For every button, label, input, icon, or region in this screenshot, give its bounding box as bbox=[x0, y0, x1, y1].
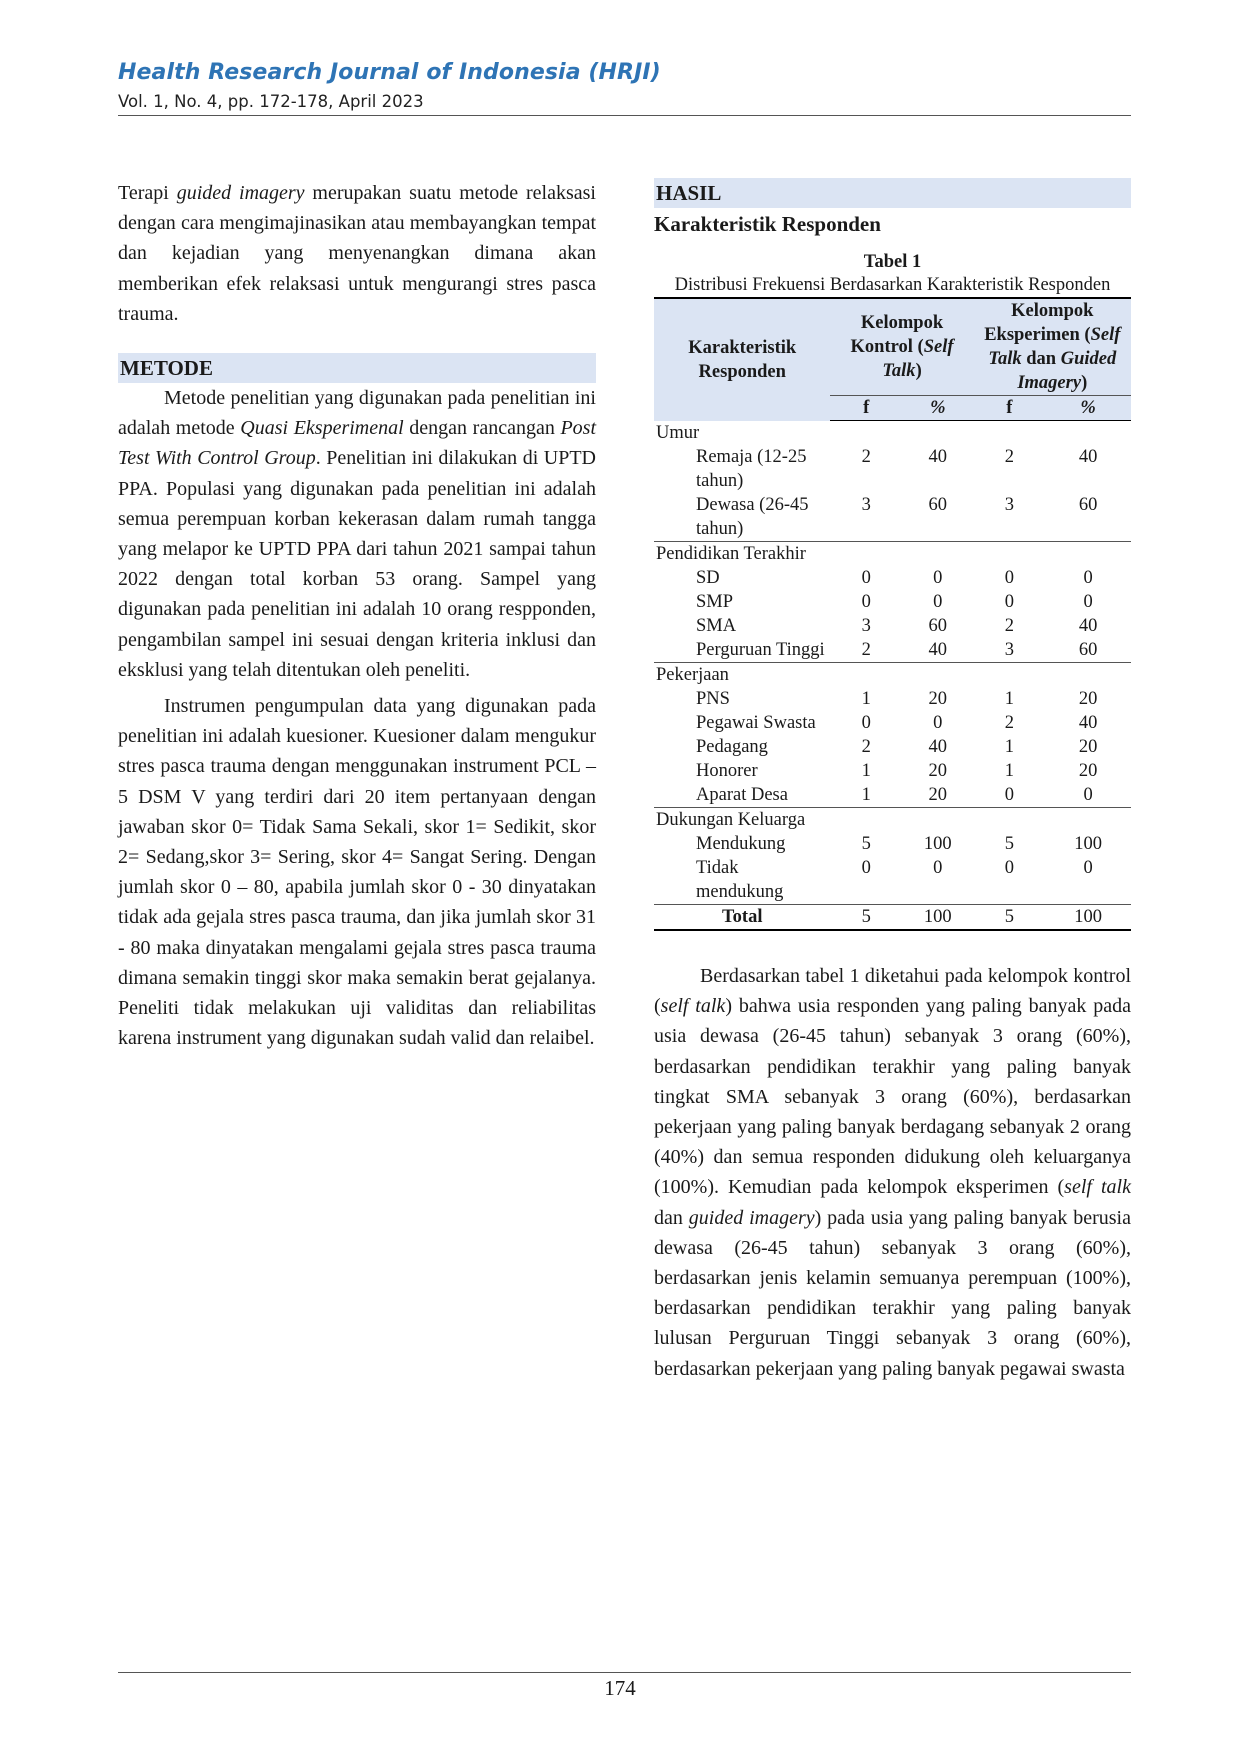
header-kontrol: Kelompok Kontrol (Self Talk) bbox=[830, 298, 973, 396]
header-pct: % bbox=[902, 396, 974, 421]
metode-heading: METODE bbox=[118, 353, 596, 383]
row-value: 0 bbox=[933, 592, 943, 612]
page-number: 174 bbox=[604, 1676, 636, 1700]
row-value: 1 bbox=[861, 761, 871, 781]
row-value: 0 bbox=[1045, 783, 1131, 808]
row-value: 0 bbox=[861, 713, 871, 733]
row-value: 0 bbox=[1083, 592, 1093, 612]
row-value: 1 bbox=[1004, 737, 1014, 757]
row-label: Remaja (12-25 tahun) bbox=[696, 447, 807, 491]
header-divider bbox=[118, 115, 1131, 116]
row-value: 0 bbox=[1004, 568, 1014, 588]
header-karakteristik: Karakteristik Responden bbox=[654, 298, 830, 421]
hasil-heading: HASIL bbox=[654, 178, 1131, 208]
row-value: 20 bbox=[928, 689, 948, 709]
row-value: 3 bbox=[861, 616, 871, 636]
row-value: 20 bbox=[1078, 737, 1098, 757]
footer-divider bbox=[118, 1672, 1131, 1673]
row-value: 0 bbox=[1083, 568, 1093, 588]
row-value: 20 bbox=[1078, 761, 1098, 781]
row-value: 3 bbox=[974, 638, 1046, 663]
journal-volume: Vol. 1, No. 4, pp. 172-178, April 2023 bbox=[118, 92, 424, 111]
table-row bbox=[654, 711, 1131, 735]
row-value: 1 bbox=[830, 783, 902, 808]
total-value: 100 bbox=[902, 905, 974, 931]
table-row bbox=[654, 783, 1131, 808]
row-value: 3 bbox=[830, 493, 902, 542]
table-category-row bbox=[654, 421, 1131, 446]
row-value: 0 bbox=[1004, 858, 1014, 878]
category-label: Pendidikan Terakhir bbox=[656, 544, 806, 564]
row-value: 20 bbox=[928, 761, 948, 781]
table-row bbox=[654, 759, 1131, 783]
table-row bbox=[654, 614, 1131, 638]
total-value: 100 bbox=[1045, 905, 1131, 931]
row-label: SD bbox=[696, 568, 720, 588]
row-label: SMA bbox=[696, 616, 737, 636]
row-value: 0 bbox=[1083, 858, 1093, 878]
table-row bbox=[654, 735, 1131, 759]
row-value: 40 bbox=[928, 737, 948, 757]
row-label: Honorer bbox=[696, 761, 758, 781]
row-label: Dewasa (26-45 tahun) bbox=[654, 493, 830, 542]
row-label: PNS bbox=[696, 689, 730, 709]
table-row bbox=[654, 493, 1131, 542]
row-value: 20 bbox=[902, 783, 974, 808]
table-title: Distribusi Frekuensi Berdasarkan Karakteristik Responden bbox=[674, 275, 1111, 295]
row-label: Perguruan Tinggi bbox=[654, 638, 830, 663]
row-label: Mendukung bbox=[696, 834, 786, 854]
table-row bbox=[654, 566, 1131, 590]
row-label: Tidak mendukung bbox=[696, 858, 784, 902]
total-label: Total bbox=[654, 905, 830, 931]
row-value: 60 bbox=[902, 493, 974, 542]
row-value: 1 bbox=[1004, 689, 1014, 709]
metode-paragraph-1: Metode penelitian yang digunakan pada penelitian ini adalah metode Quasi Eksperimenal dengan rancangan Post Test With Control Group. Penelitian ini dilakukan di UPTD PPA. Populasi yang digunakan pada penelitian ini adalah semua perempuan korban kekerasan dalam rumah tangga yang melapor ke UPTD PPA dari tahun 2021 sampai tahun 2022 dengan total korban 53 orang. Sampel yang digunakan pada penelitian ini adalah 10 orang respponden, pengambilan sampel ini sesuai dengan kriteria inklusi dan eksklusi yang telah ditentukan oleh peneliti. bbox=[118, 387, 597, 681]
row-value: 2 bbox=[1004, 447, 1014, 467]
table-row bbox=[654, 687, 1131, 711]
row-value: 0 bbox=[861, 568, 871, 588]
row-value: 60 bbox=[1045, 493, 1131, 542]
row-value: 0 bbox=[861, 858, 871, 878]
row-label: Pegawai Swasta bbox=[696, 713, 816, 733]
table-category-row bbox=[654, 542, 1131, 567]
total-value: 5 bbox=[974, 905, 1046, 931]
row-value: 5 bbox=[1004, 834, 1014, 854]
row-value: 0 bbox=[1004, 592, 1014, 612]
header-f: f bbox=[974, 396, 1046, 421]
row-value: 2 bbox=[861, 447, 871, 467]
karakteristik-subheading: Karakteristik Responden bbox=[654, 212, 881, 236]
row-value: 40 bbox=[928, 447, 948, 467]
row-value: 100 bbox=[923, 834, 952, 854]
journal-title: Health Research Journal of Indonesia (HRJI) bbox=[118, 60, 661, 85]
row-value: 40 bbox=[1078, 713, 1098, 733]
row-value: 2 bbox=[830, 638, 902, 663]
table-row bbox=[654, 638, 1131, 663]
row-value: 20 bbox=[1078, 689, 1098, 709]
results-paragraph: Berdasarkan tabel 1 diketahui pada kelompok kontrol (self talk) bahwa usia responden yang paling banyak pada usia dewasa (26-45 tahun) sebanyak 3 orang (60%), berdasarkan pendidikan terakhir yang paling banyak tingkat SMA sebanyak 3 orang (60%), berdasarkan pekerjaan yang paling banyak berdagang sebanyak 2 orang (40%) dan semua responden didukung oleh keluarganya (100%). Kemudian pada kelompok eksperimen (self talk dan guided imagery) pada usia yang paling banyak berusia dewasa (26-45 tahun) sebanyak 3 orang (60%), berdasarkan jenis kelamin semuanya perempuan (100%), berdasarkan pendidikan terakhir yang paling banyak lulusan Perguruan Tinggi sebanyak 3 orang (60%), berdasarkan pekerjaan yang paling banyak pegawai swasta bbox=[654, 965, 1132, 1380]
category-label: Pekerjaan bbox=[656, 665, 729, 685]
row-value: 60 bbox=[928, 616, 948, 636]
category-label: Dukungan Keluarga bbox=[656, 810, 806, 830]
table-row bbox=[654, 832, 1131, 856]
row-value: 0 bbox=[933, 858, 943, 878]
left-column bbox=[118, 178, 596, 1053]
row-value: 3 bbox=[974, 493, 1046, 542]
table-label: Tabel 1 bbox=[863, 252, 922, 272]
table-row bbox=[654, 590, 1131, 614]
row-value: 60 bbox=[1045, 638, 1131, 663]
row-value: 2 bbox=[861, 737, 871, 757]
header-eksperimen: Kelompok Eksperimen (Self Talk dan Guided Imagery) bbox=[974, 298, 1131, 396]
row-value: 40 bbox=[1078, 616, 1098, 636]
table-row bbox=[654, 856, 1131, 905]
row-value: 40 bbox=[1078, 447, 1098, 467]
row-value: 1 bbox=[861, 689, 871, 709]
row-value: 0 bbox=[933, 713, 943, 733]
row-value: 2 bbox=[1004, 616, 1014, 636]
row-value: 2 bbox=[1004, 713, 1014, 733]
metode-paragraph-2: Instrumen pengumpulan data yang digunakan pada penelitian ini adalah kuesioner. Kuesioner dalam mengukur stres pasca trauma dengan menggunakan instrument PCL – 5 DSM V yang terdiri dari 20 item pertanyaan dengan jawaban skor 0= Tidak Sama Sekali, skor 1= Sedikit, skor 2= Sedang,skor 3= Sering, skor 4= Sangat Sering. Dengan jumlah skor 0 – 80, apabila jumlah skor 0 - 30 dinyatakan tidak ada gejala stres pasca trauma, dan jika jumlah skor 31 - 80 maka dinyatakan mengalami gejala stres pasca trauma dimana semakin tinggi skor maka semakin berat gejalanya. Peneliti tidak melakukan uji validitas dan reliabilitas karena instrument yang digunakan sudah valid dan relaibel. bbox=[118, 695, 596, 1050]
row-value: 40 bbox=[902, 638, 974, 663]
row-label: Pedagang bbox=[696, 737, 768, 757]
row-value: 100 bbox=[1074, 834, 1102, 854]
row-label: SMP bbox=[696, 592, 734, 612]
row-value: 5 bbox=[861, 834, 871, 854]
intro-paragraph: Terapi guided imagery merupakan suatu metode relaksasi dengan cara mengimajinasikan atau membayangkan tempat dan kejadian yang menyenangkan dimana akan memberikan efek relaksasi untuk mengurangi stres pasca trauma. bbox=[118, 182, 596, 325]
characteristics-table bbox=[654, 297, 1131, 931]
row-value: 0 bbox=[861, 592, 871, 612]
total-value: 5 bbox=[830, 905, 902, 931]
right-column bbox=[654, 178, 1131, 1384]
table-category-row bbox=[654, 663, 1131, 688]
table-caption bbox=[654, 251, 1131, 297]
header-pct: % bbox=[1045, 396, 1131, 421]
header-f: f bbox=[830, 396, 902, 421]
category-label: Umur bbox=[656, 423, 700, 443]
table-total-row bbox=[654, 905, 1131, 931]
row-value: 0 bbox=[974, 783, 1046, 808]
row-label: Aparat Desa bbox=[654, 783, 830, 808]
table-row bbox=[654, 445, 1131, 493]
table-category-row bbox=[654, 808, 1131, 833]
row-value: 1 bbox=[1004, 761, 1014, 781]
row-value: 0 bbox=[933, 568, 943, 588]
